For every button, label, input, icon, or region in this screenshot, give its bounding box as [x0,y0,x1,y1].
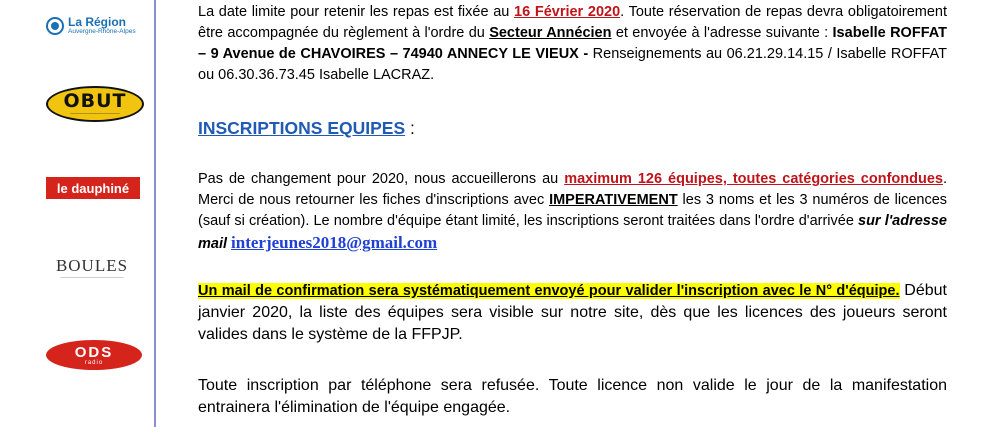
meal-deadline-paragraph: La date limite pour retenir les repas est fixée au 16 Février 2020. Toute réservation de repas devra obligatoirement être accompagnée du règlement à l'ordre du Secteur Annécien et envoyée à l'adresse suivante : Isabelle ROFFAT – 9 Avenue de CHAVOIRES – 74940 ANNECY LE VIEUX - Renseignements au 06.21.29.14.15 / Isabelle ROFFAT ou 06.30.36.73.45 Isabelle LACRAZ. [198,4,948,83]
boules-logo-text: BOULES [55,256,129,276]
section-heading-label: INSCRIPTIONS EQUIPES [198,118,406,138]
email-label: sur l'adresse mail [198,213,947,252]
ods-logo-text: ODS [74,343,114,361]
obut-logo-subline: ——————————— [70,110,120,116]
region-logo [46,11,142,41]
max-teams-note: maximum 126 équipes, toutes catégories confondues [564,171,943,187]
confirmation-paragraph: Un mail de confirmation sera systématiquement envoyé pour valider l'inscription avec le N° d'équipe. Début janvier 2020, la liste des équipes sera visible sur notre site, dès que les licences des joueurs seront valides dans le système de la FFPJP. [198,282,948,343]
obut-logo-text: OBUT [63,89,127,112]
phone-policy-paragraph: Toute inscription par téléphone sera refusée. Toute licence non valide le jour de la manifestation entrainera l'élimination de l'équipe engagée. [198,377,947,416]
secteur-name: Secteur Annécien [489,25,612,41]
boules-logo [46,252,138,286]
region-mark-icon [46,17,64,35]
ods-radio-logo [46,340,142,370]
imperatively-word: IMPERATIVEMENT [549,192,678,208]
dauphine-logo-text: le dauphiné [56,180,130,196]
obut-logo [46,86,144,122]
region-logo-subtitle: Auvergne-Rhône-Alpes [68,28,136,36]
contact-email-link[interactable]: interjeunes2018@gmail.com [231,233,438,252]
section-heading: INSCRIPTIONS EQUIPES : [198,118,415,138]
meal-deadline-date: 16 Février 2020 [514,4,621,20]
sidebar-divider [154,0,156,427]
region-logo-title: La Région [68,15,127,30]
dauphine-logo [46,177,140,199]
sponsor-sidebar [0,0,157,427]
registration-paragraph: Pas de changement pour 2020, nous accueillerons au maximum 126 équipes, toutes catégories confondues. Merci de nous retourner les fiches d'inscriptions avec IMPERATIVEMENT les 3 noms et les 3 numéros de licences (sauf si création). Le nombre d'équipe étant limité, les inscriptions seront traitées dans l'ordre d'arrivée sur l'adresse mail interjeunes2018@gmail.com [198,171,948,252]
boules-logo-subline: —————————————— [60,275,124,281]
postal-address: Isabelle ROFFAT – 9 Avenue de CHAVOIRES – 74940 ANNECY LE VIEUX - [198,25,947,62]
ods-logo-subtitle: radio [84,359,104,366]
confirmation-highlight: Un mail de confirmation sera systématiquement envoyé pour valider l'inscription avec le N° d'équipe. [198,283,900,299]
